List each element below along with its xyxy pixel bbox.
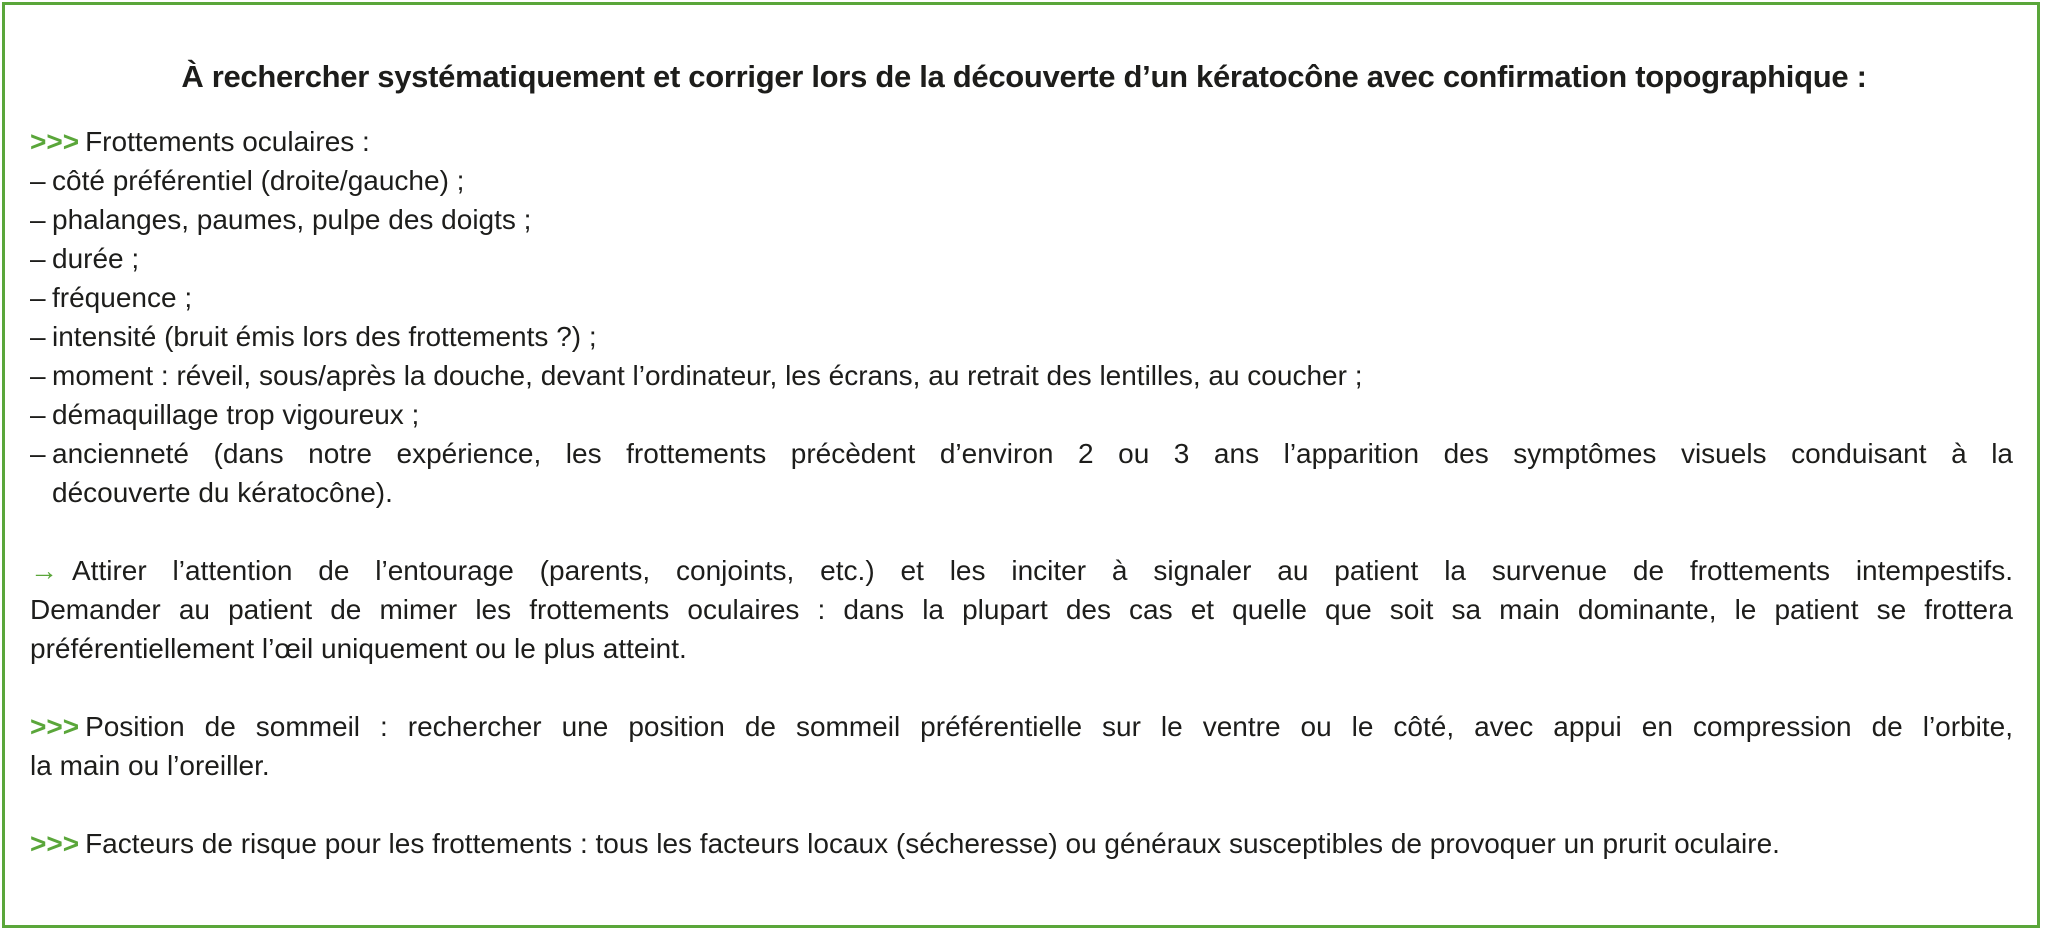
facteurs-line-1: [30, 824, 2013, 863]
dash-bullet: –: [30, 243, 46, 274]
arrow-right-icon: →: [30, 555, 58, 586]
list-item-text: ancienneté (dans notre expérience, les frottements précèdent d’environ 2 ou 3 ans l’apparition des symptômes visuels conduisant à la: [52, 438, 2013, 469]
dash-bullet: –: [30, 360, 46, 391]
dash-bullet: –: [30, 321, 46, 352]
attirer-line-3: préférentiellement l’œil uniquement ou le plus atteint.: [30, 633, 687, 664]
list-item-text: démaquillage trop vigoureux ;: [52, 399, 420, 430]
facteurs-text-1: Facteurs de risque pour les frottements : tous les facteurs locaux (sécheresse) ou généraux susceptibles de provoquer un prurit oculaire.: [85, 828, 1780, 859]
list-item: [30, 434, 2013, 473]
list-item: [30, 161, 2013, 200]
list-item-continuation: découverte du kératocône).: [52, 477, 393, 508]
list-item: [30, 239, 2013, 278]
spacer: [30, 785, 2013, 824]
info-box: [2, 2, 2040, 928]
dash-bullet: –: [30, 204, 46, 235]
sommeil-text-1: Position de sommeil : rechercher une position de sommeil préférentielle sur le ventre ou le côté, avec appui en compression de l’orbite,: [85, 711, 2013, 742]
list-item: [30, 356, 2013, 395]
dash-bullet: –: [30, 282, 46, 313]
frottements-heading: Frottements oculaires :: [85, 126, 370, 157]
dash-bullet: –: [30, 165, 46, 196]
chevron-marker-icon: >>>: [30, 711, 80, 742]
list-item-text: phalanges, paumes, pulpe des doigts ;: [52, 204, 532, 235]
attirer-line-2: Demander au patient de mimer les frottements oculaires : dans la plupart des cas et quelle que soit sa main dominante, le patient se frottera: [30, 594, 2013, 625]
dash-bullet: –: [30, 438, 46, 469]
box-title: À rechercher systématiquement et corriger lors de la découverte d’un kératocône avec confirmation topographique :: [181, 59, 1867, 94]
dash-bullet: –: [30, 399, 46, 430]
section-frottements-heading: [30, 122, 2013, 161]
list-item: [30, 395, 2013, 434]
list-item: [30, 278, 2013, 317]
list-item-text: moment : réveil, sous/après la douche, devant l’ordinateur, les écrans, au retrait des lentilles, au coucher ;: [52, 360, 1363, 391]
chevron-marker-icon: >>>: [30, 126, 80, 157]
chevron-marker-icon: >>>: [30, 828, 80, 859]
attirer-line-1: [30, 551, 2013, 590]
attirer-text-1: Attirer l’attention de l’entourage (parents, conjoints, etc.) et les inciter à signaler au patient la survenue de frottements intempestifs.: [72, 555, 2013, 586]
list-item-text: durée ;: [52, 243, 140, 274]
list-item: [30, 317, 2013, 356]
sommeil-line-1: [30, 707, 2013, 746]
spacer: [30, 512, 2013, 551]
list-item-text: intensité (bruit émis lors des frottements ?) ;: [52, 321, 597, 352]
spacer: [30, 668, 2013, 707]
box-content: [30, 122, 2013, 863]
list-item: [30, 200, 2013, 239]
list-item-text: fréquence ;: [52, 282, 193, 313]
sommeil-line-2: la main ou l’oreiller.: [30, 750, 270, 781]
list-item-text: côté préférentiel (droite/gauche) ;: [52, 165, 465, 196]
